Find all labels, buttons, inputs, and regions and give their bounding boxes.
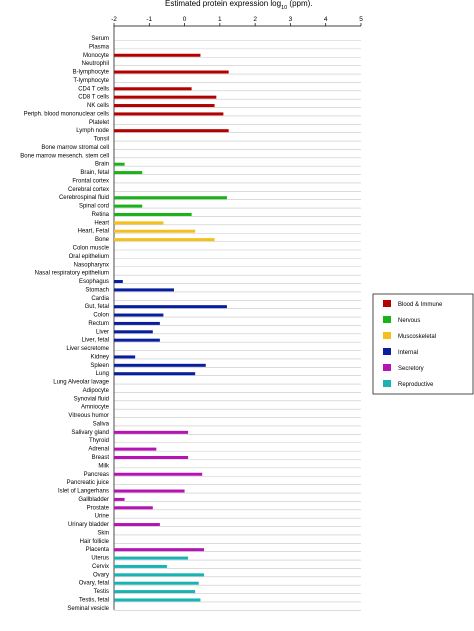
bar <box>114 590 195 593</box>
category-label: Prostate <box>86 505 109 512</box>
category-label: Bone marrow stromal cell <box>41 144 109 151</box>
bar <box>114 565 167 568</box>
x-tick-label: 2 <box>253 16 257 23</box>
chart-title-subscript: 10 <box>281 5 288 11</box>
legend-label: Nervous <box>398 318 421 324</box>
category-label: Pancreas <box>83 471 109 478</box>
category-label: NK cells <box>86 103 109 110</box>
legend-label: Internal <box>398 350 419 356</box>
x-tick-label: 5 <box>359 16 363 23</box>
category-label: Spleen <box>90 362 109 369</box>
category-label: Oral epithelium <box>68 253 109 260</box>
legend-swatch <box>383 348 391 355</box>
bar <box>114 305 227 308</box>
bar <box>114 288 174 291</box>
category-label: Hair follicle <box>79 538 109 545</box>
bar <box>114 372 195 375</box>
bar <box>114 213 192 216</box>
legend-swatch <box>383 364 391 371</box>
chart-title <box>165 0 313 11</box>
category-label: Skin <box>97 530 109 537</box>
category-label: Liver, fetal <box>81 337 109 344</box>
bar <box>114 171 142 174</box>
bar <box>114 314 163 317</box>
legend-swatch <box>383 300 391 307</box>
category-label: Colon <box>93 312 109 319</box>
category-label: Monocyte <box>82 52 109 59</box>
category-label: Lung <box>95 371 109 378</box>
bar <box>114 339 160 342</box>
category-label: Retina <box>91 211 109 218</box>
category-label: Cerebrospinal fluid <box>58 195 109 202</box>
category-label: Milk <box>98 463 109 470</box>
category-label: Islet of Langerhans <box>57 488 109 495</box>
bar <box>114 548 204 551</box>
category-label: B-lymphocyte <box>72 69 109 76</box>
bar <box>114 364 206 367</box>
x-tick-label: 4 <box>323 16 328 23</box>
category-label: Serum <box>91 36 109 42</box>
legend-swatch <box>383 380 391 387</box>
bar <box>114 221 163 224</box>
category-label: Rectum <box>88 320 109 327</box>
bar <box>114 456 188 459</box>
category-label: Frontal cortex <box>72 178 109 185</box>
category-label: Tonsil <box>93 136 109 143</box>
bar <box>114 71 229 74</box>
bar <box>114 523 160 526</box>
bar <box>114 355 135 358</box>
category-label: Uterus <box>91 555 109 562</box>
category-label: Cerebral cortex <box>67 186 109 193</box>
category-label: Seminal vesicle <box>67 605 109 612</box>
category-label: Brain, fetal <box>80 170 109 177</box>
category-label: Liver <box>95 329 109 336</box>
category-label: Nasal respiratory epithelium <box>34 270 109 277</box>
category-label: Pancreatic juice <box>66 480 109 487</box>
bar <box>114 238 215 241</box>
legend-box <box>373 294 473 394</box>
category-label: Urine <box>94 513 109 520</box>
bar <box>114 598 200 601</box>
category-label: Bone <box>94 237 109 244</box>
category-label: Periph. blood mononuclear cells <box>23 111 109 118</box>
category-label: Esophagus <box>78 279 109 286</box>
category-label: CD4 T cells <box>78 86 109 93</box>
category-label: Cervix <box>91 563 109 570</box>
category-label: Adrenal <box>88 446 109 453</box>
legend-label: Muscoskeletal <box>398 334 437 340</box>
bar <box>114 448 156 451</box>
category-label: Neutrophil <box>81 61 109 68</box>
bar <box>114 54 200 57</box>
bar <box>114 498 125 501</box>
bar <box>114 573 204 576</box>
category-label: Colon muscle <box>72 245 109 252</box>
category-label: Kidney <box>90 354 109 361</box>
bar <box>114 431 188 434</box>
category-label: Amniocyte <box>80 404 109 411</box>
bar <box>114 205 142 208</box>
category-label: Testis, fetal <box>78 597 109 604</box>
x-tick-label: 1 <box>218 16 222 23</box>
category-label: Plasma <box>88 44 109 51</box>
legend-label: Blood & Immune <box>398 302 443 308</box>
category-labels <box>20 36 110 612</box>
bar <box>114 87 192 90</box>
bar <box>114 96 216 99</box>
category-label: Gut, fetal <box>84 304 109 311</box>
category-label: Heart, Fetal <box>77 228 109 235</box>
category-label: Adipocyte <box>82 387 109 394</box>
legend-swatch <box>383 332 391 339</box>
x-tick-label: -1 <box>146 16 153 23</box>
legend <box>373 294 473 394</box>
category-label: Testis <box>93 589 109 596</box>
category-label: Bone marrow mesench. stem cell <box>20 153 109 160</box>
category-label: Ovary <box>92 572 109 579</box>
category-label: Placenta <box>85 547 109 554</box>
category-label: Saliva <box>92 421 109 428</box>
bar <box>114 473 202 476</box>
bar <box>114 129 229 132</box>
category-label: Breast <box>91 455 109 461</box>
bar <box>114 163 125 166</box>
category-label: Lymph node <box>76 128 109 135</box>
category-label: Synovial fluid <box>73 396 109 403</box>
legend-label: Secretory <box>398 366 424 372</box>
category-label: T-lymphocyte <box>73 77 109 84</box>
bar <box>114 557 188 560</box>
bar <box>114 582 199 585</box>
bar <box>114 280 123 283</box>
x-tick-label: 0 <box>182 16 187 23</box>
x-tick-label: -2 <box>111 16 117 23</box>
bar <box>114 230 195 233</box>
category-label: Stomach <box>85 287 109 294</box>
category-label: Nasopharynx <box>73 262 109 269</box>
category-label: Spinal cord <box>78 203 109 210</box>
bar <box>114 322 160 325</box>
bar <box>114 490 185 493</box>
legend-label: Reproductive <box>398 382 434 388</box>
category-label: Cardia <box>91 295 109 302</box>
x-tick-label: 3 <box>288 16 293 23</box>
category-label: Liver secretome <box>66 346 109 353</box>
category-label: Lung Alveolar lavage <box>53 379 109 386</box>
category-label: Ovary, fetal <box>78 580 109 587</box>
bar <box>114 104 215 107</box>
category-label: Salivary gland <box>71 429 109 436</box>
legend-swatch <box>383 316 391 323</box>
category-label: Urinary bladder <box>67 522 109 529</box>
category-label: Heart <box>94 220 109 227</box>
category-label: CD8 T cells <box>78 94 109 101</box>
chart-title-suffix: (ppm). <box>287 0 313 8</box>
bar <box>114 112 223 115</box>
bar <box>114 506 153 509</box>
category-label: Platelet <box>88 119 109 126</box>
category-label: Brain <box>94 161 109 168</box>
chart-title-main: Estimated protein expression log <box>165 0 282 8</box>
bar <box>114 196 227 199</box>
category-label: Thyroid <box>88 438 109 445</box>
category-label: Vitreous humor <box>68 413 109 420</box>
bars <box>114 54 229 602</box>
bar <box>114 330 153 333</box>
category-label: Gallbladder <box>78 496 109 503</box>
